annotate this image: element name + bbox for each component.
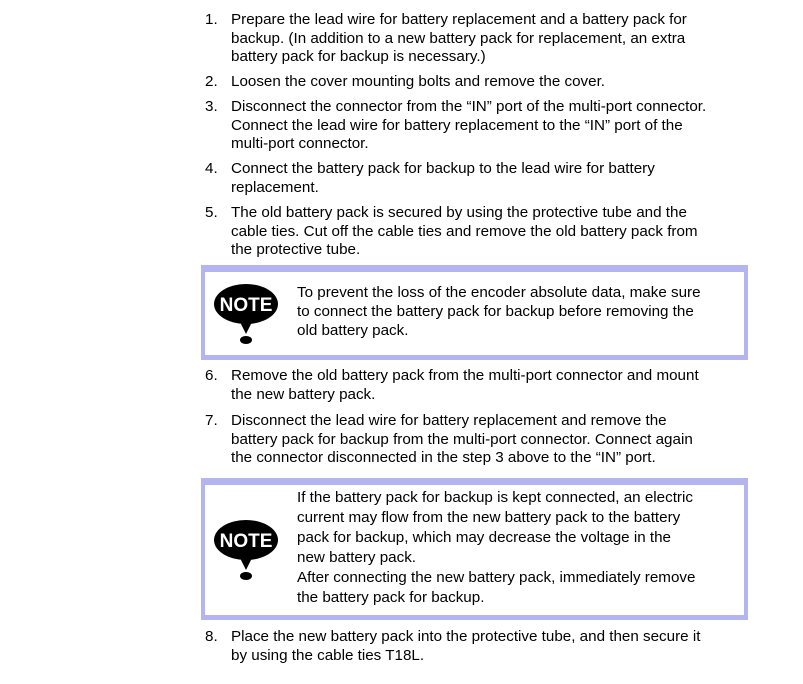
step-3 (205, 98, 765, 154)
step-number: 1. (205, 11, 218, 28)
step-text: Remove the old battery pack from the multi-port connector and mount the new battery pack. (231, 367, 699, 403)
step-1 (205, 11, 765, 67)
step-number: 4. (205, 160, 218, 177)
step-4 (205, 160, 765, 197)
note-icon (213, 282, 279, 346)
step-text: Prepare the lead wire for battery replacement and a battery pack for backup. (In addition to a new battery pack for replacement, an extra battery pack for backup is necessary.) (231, 11, 687, 66)
note-inner (205, 272, 744, 355)
step-number: 7. (205, 412, 218, 429)
note-text: To prevent the loss of the encoder absolute data, make sure to connect the battery pack for backup before removing the old battery pack. (297, 284, 701, 340)
note-box-1 (201, 265, 748, 360)
note-text: If the battery pack for backup is kept connected, an electric current may flow from the new battery pack to the battery pack for backup, which may decrease the voltage in the new battery pack. After connecting the new battery pack, immediately remove the battery pack for backup. (297, 489, 696, 606)
step-text: Loosen the cover mounting bolts and remove the cover. (231, 73, 606, 90)
note-icon-label: NOTE (219, 295, 273, 316)
step-6 (205, 367, 765, 404)
note-icon (213, 518, 279, 582)
step-text: Disconnect the connector from the “IN” port of the multi-port connector. Connect the lead wire for battery replacement to the “IN” port of the multi-port connector. (231, 98, 707, 153)
step-text: Connect the battery pack for backup to the lead wire for battery replacement. (231, 160, 655, 196)
step-number: 5. (205, 204, 218, 221)
step-number: 3. (205, 98, 218, 115)
step-7 (205, 412, 765, 468)
step-number: 6. (205, 367, 218, 384)
note-inner (205, 485, 744, 615)
step-8 (205, 628, 765, 665)
step-text: Disconnect the lead wire for battery replacement and remove the battery pack for backup from the multi-port connector. Connect again the connector disconnected in the step 3 above to the “IN” port. (231, 412, 693, 467)
step-number: 8. (205, 628, 218, 645)
step-2 (205, 73, 765, 92)
step-number: 2. (205, 73, 218, 90)
step-text: The old battery pack is secured by using the protective tube and the cable ties. Cut off the cable ties and remove the old battery pack from the protective tube. (231, 204, 698, 259)
note-box-2 (201, 478, 748, 620)
note-icon-label: NOTE (219, 531, 273, 552)
step-5 (205, 204, 765, 260)
step-text: Place the new battery pack into the protective tube, and then secure it by using the cable ties T18L. (231, 628, 701, 664)
